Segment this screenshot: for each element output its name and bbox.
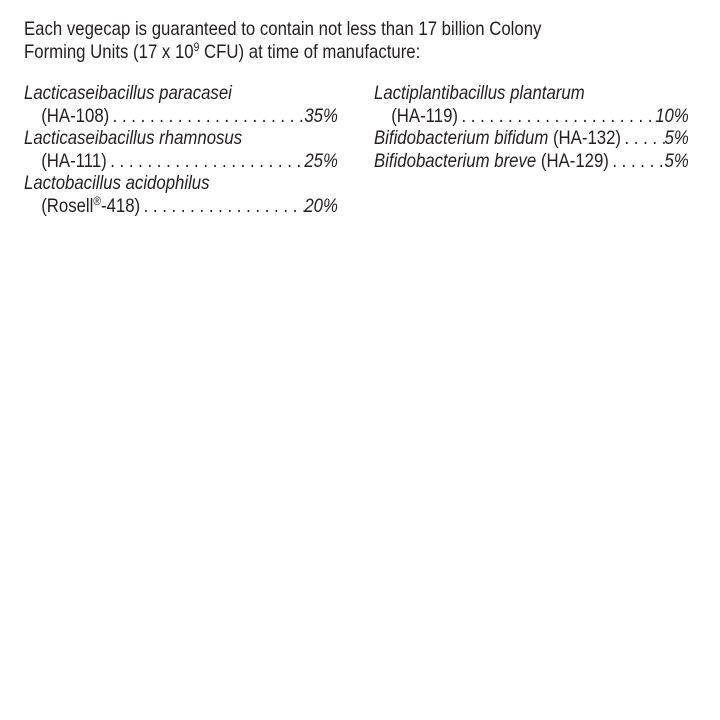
strain-code-line [24,195,338,218]
strain-line [374,150,689,173]
strain-code-line [24,150,338,173]
leader-dots [140,195,304,218]
strain-species: Lacticaseibacillus rhamnosus [24,127,243,150]
strain-item [24,127,338,172]
strain-code: (HA-129) [540,149,609,172]
strain-code: (HA-132) [552,127,622,150]
strain-item [24,172,338,217]
strain-code-line [24,105,338,128]
strain-column-right [374,82,689,172]
intro-line-2-pre: Forming Units (17 x 10 [24,41,194,63]
intro-text [24,18,540,64]
strain-species: Bifidobacterium bifidum [374,127,549,150]
strain-item [24,82,338,127]
strain-code-pre: (Rosell [41,194,94,217]
intro-line-2-post: CFU) at time of manufacture: [199,41,421,63]
strain-code [41,195,140,218]
strain-code-line [374,105,689,128]
strain-species: Lactiplantibacillus plantarum [374,82,585,104]
strain-item [374,127,689,150]
leader-dots [458,105,655,128]
leader-dots [107,150,305,173]
strain-code: (HA-119) [391,104,458,127]
strain-species: Bifidobacterium breve [374,149,537,172]
strain-percent: 5% [664,127,689,150]
strain-species: Lactobacillus acidophilus [24,172,210,195]
strain-percent: 10% [655,104,689,127]
strain-line [374,127,689,150]
strain-percent: 5% [664,149,689,172]
registered-mark: ® [93,193,101,208]
intro-line-2 [24,41,540,64]
leader-dots [609,150,665,173]
strain-percent: 25% [304,149,338,172]
leader-dots [621,127,665,150]
strain-percent: 20% [304,194,338,217]
strain-percent: 35% [304,104,338,127]
strain-code: (HA-111) [41,149,107,172]
intro-line-1: Each vegecap is guaranteed to contain not less than 17 billion Colony [24,18,542,40]
exponent: 9 [193,40,200,54]
strain-item [374,150,689,173]
leader-dots [109,105,304,128]
strain-code: (HA-108) [41,104,110,127]
strain-code-post: -418) [100,194,141,217]
strain-species: Lacticaseibacillus paracasei [24,82,232,104]
strain-column-left [24,82,338,218]
strain-item [374,82,689,127]
